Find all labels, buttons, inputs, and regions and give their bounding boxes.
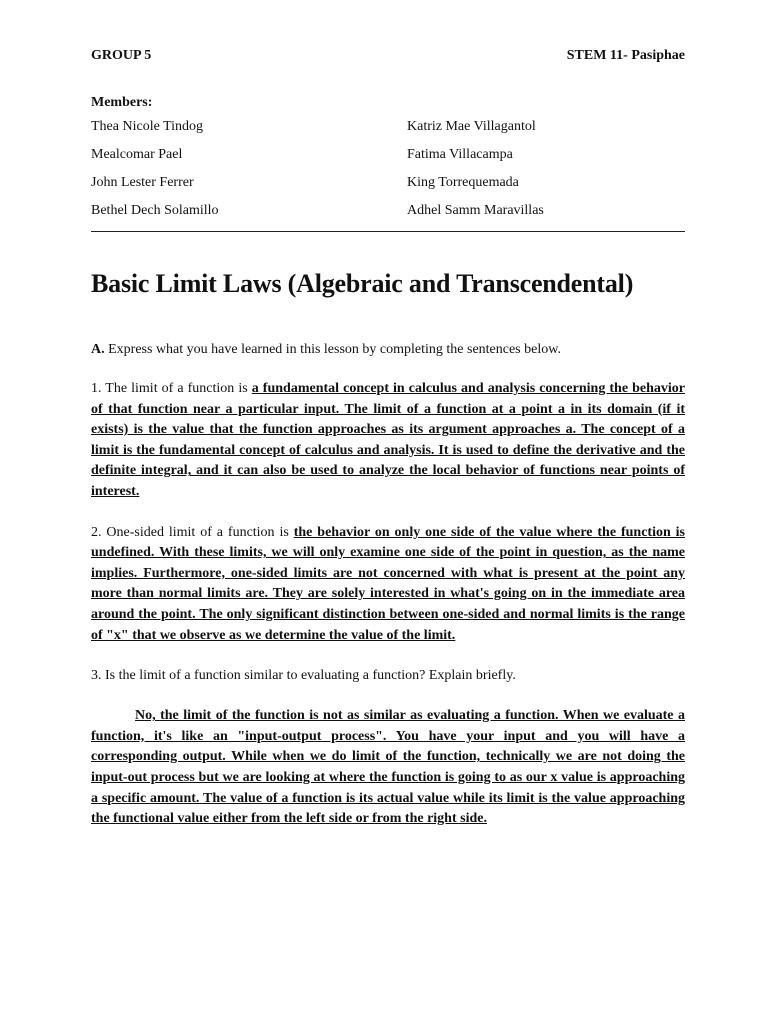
question-2-prompt: 2. One-sided limit of a function is [91, 524, 294, 540]
document-title: Basic Limit Laws (Algebraic and Transcendental) [91, 269, 634, 298]
document-header [91, 46, 685, 66]
group-label: GROUP 5 [91, 48, 152, 63]
question-3-answer-paragraph [91, 706, 685, 830]
question-2 [91, 523, 685, 647]
member-name: Katriz Mae Villagantol [407, 119, 536, 134]
member-name: King Torrequemada [407, 175, 519, 190]
question-1 [91, 379, 685, 503]
members-list [91, 117, 685, 229]
member-name: Thea Nicole Tindog [91, 119, 203, 134]
member-name: Mealcomar Pael [91, 147, 183, 162]
instruction-text [91, 340, 685, 360]
divider-line [91, 231, 685, 232]
member-name: John Lester Ferrer [91, 175, 194, 190]
member-name: Adhel Samm Maravillas [407, 203, 544, 218]
members-heading: Members: [91, 95, 153, 110]
instruction-letter: A. [91, 342, 105, 357]
section-label: STEM 11- Pasiphae [566, 48, 685, 63]
question-2-answer: the behavior on only one side of the value where the function is undefined. With these limits, we will only examine one side of the point in question, as the name implies. Furthermore, one-sided limits are not concerned with what is present at the point any more than normal limits are. They are solely interested in what's going on in the immediate area around the point. The only significant distinction between one-sided and normal limits is the range of "x" that we observe as we determine the value of the limit. [91, 524, 685, 643]
question-1-prompt: 1. The limit of a function is [91, 381, 252, 396]
question-3-prompt: 3. Is the limit of a function similar to evaluating a function? Explain briefly. [91, 668, 516, 684]
document-page [91, 46, 685, 830]
question-3-answer: No, the limit of the function is not as similar as evaluating a function. When we evaluate a function, it's like an "input-output process". You have your input and you will have a corresponding output. While when we do limit of the function, technically we are not doing the input-out process but we are looking at where the function is going to as our x value is approaching a specific amount. The value of a function is its actual value while its limit is the value approaching the functional value either from the left side or from the right side. [91, 708, 685, 827]
instruction-body: Express what you have learned in this lesson by completing the sentences below. [104, 342, 561, 357]
member-name: Bethel Dech Solamillo [91, 203, 219, 218]
question-1-answer: a fundamental concept in calculus and analysis concerning the behavior of that function near a particular input. The limit of a function at a point a in its domain (if it exists) is the value that the function approaches as its argument approaches a. The concept of a limit is the fundamental concept of calculus and analysis. It is used to define the derivative and the definite integral, and it can also be used to analyze the local behavior of functions near points of interest. [91, 381, 685, 499]
member-name: Fatima Villacampa [407, 147, 513, 162]
